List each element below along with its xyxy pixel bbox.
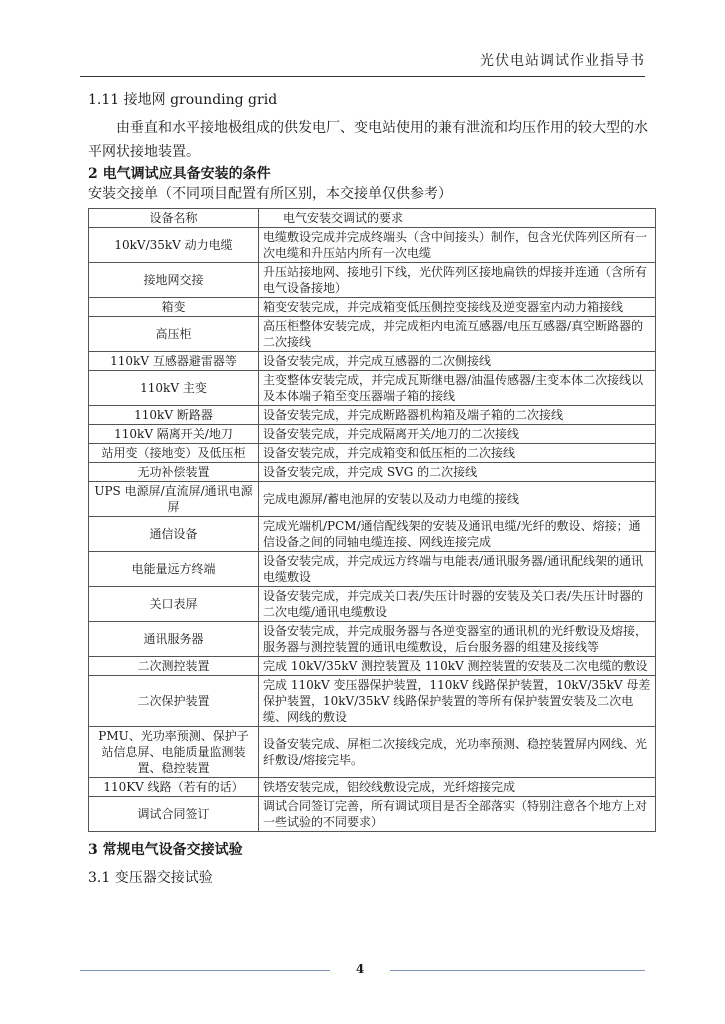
table-row xyxy=(89,352,656,371)
section-3-title: 3 常规电气设备交接试验 xyxy=(88,842,243,858)
requirement-cell: 完成 110kV 变压器保护装置，110kV 线路保护装置，10kV/35kV 母差保护装置，10kV/35kV 线路保护装置的等所有保护装置安装及二次电缆、网线的敷设 xyxy=(259,676,656,727)
equipment-name-cell: 110kV 主变 xyxy=(89,371,259,406)
section-2-subtitle: 安装交接单（不同项目配置有所区别，本交接单仅供参考） xyxy=(88,186,452,202)
requirement-cell: 箱变安装完成，并完成箱变低压侧控变接线及逆变器室内动力箱接线 xyxy=(259,298,656,317)
footer-rule-right xyxy=(390,970,645,971)
equipment-name-cell: UPS 电源屏/直流屏/通讯电源屏 xyxy=(89,482,259,517)
requirement-cell: 高压柜整体安装完成，并完成柜内电流互感器/电压互感器/真空断路器的二次接线 xyxy=(259,317,656,352)
page-header xyxy=(80,50,645,77)
equipment-name-cell: 调试合同签订 xyxy=(89,797,259,832)
requirement-cell: 设备安装完成，并完成互感器的二次侧接线 xyxy=(259,352,656,371)
table-row xyxy=(89,444,656,463)
equipment-name-cell: 二次测控装置 xyxy=(89,657,259,676)
requirement-cell: 完成 10kV/35kV 测控装置及 110kV 测控装置的安装及二次电缆的敷设 xyxy=(259,657,656,676)
equipment-name-cell: 10kV/35kV 动力电缆 xyxy=(89,228,259,263)
requirement-cell: 完成电源屏/蓄电池屏的安装以及动力电缆的接线 xyxy=(259,482,656,517)
table-row xyxy=(89,552,656,587)
header-title: 光伏电站调试作业指导书 xyxy=(480,53,645,69)
equipment-name-cell: 通讯服务器 xyxy=(89,622,259,657)
equipment-name-cell: 箱变 xyxy=(89,298,259,317)
table-row xyxy=(89,517,656,552)
page-number: 4 xyxy=(355,962,365,976)
page-footer xyxy=(80,960,645,980)
table-row xyxy=(89,797,656,832)
requirement-cell: 铁塔安装完成，铝绞线敷设完成，光纤熔接完成 xyxy=(259,778,656,797)
equipment-name-cell: 110KV 线路（若有的话） xyxy=(89,778,259,797)
equipment-name-cell: 关口表屏 xyxy=(89,587,259,622)
table-row xyxy=(89,406,656,425)
requirement-cell: 设备安装完成，并完成隔离开关/地刀的二次接线 xyxy=(259,425,656,444)
equipment-name-cell: PMU、光功率预测、保护子站信息屏、电能质量监测装置、稳控装置 xyxy=(89,727,259,778)
equipment-name-cell: 110kV 隔离开关/地刀 xyxy=(89,425,259,444)
table-header-equipment: 设备名称 xyxy=(89,209,259,228)
requirement-cell: 调试合同签订完善，所有调试项目是否全部落实（特别注意各个地方上对一些试验的不同要求） xyxy=(259,797,656,832)
table-row xyxy=(89,298,656,317)
equipment-name-cell: 高压柜 xyxy=(89,317,259,352)
requirement-cell: 设备安装完成，并完成服务器与各逆变器室的通讯机的光纤敷设及熔接，服务器与测控装置的通讯电缆敷设，后台服务器的组建及接线等 xyxy=(259,622,656,657)
section-2-title: 2 电气调试应具备安装的条件 xyxy=(88,166,271,182)
requirement-cell: 设备安装完成，并完成远方终端与电能表/通讯服务器/通讯配线架的通讯电缆敷设 xyxy=(259,552,656,587)
equipment-name-cell: 110kV 互感器避雷器等 xyxy=(89,352,259,371)
requirement-cell: 主变整体安装完成，并完成瓦斯继电器/油温传感器/主变本体二次接线以及本体端子箱至变压器端子箱的接线 xyxy=(259,371,656,406)
requirement-cell: 设备安装完成，并完成 SVG 的二次接线 xyxy=(259,463,656,482)
page-content xyxy=(88,90,651,888)
equipment-name-cell: 通信设备 xyxy=(89,517,259,552)
requirement-cell: 设备安装完成、屏柜二次接线完成，光功率预测、稳控装置屏内网线、光纤敷设/熔接完毕。 xyxy=(259,727,656,778)
table-row xyxy=(89,778,656,797)
equipment-name-cell: 二次保护装置 xyxy=(89,676,259,727)
table-row xyxy=(89,676,656,727)
requirement-cell: 完成光端机/PCM/通信配线架的安装及通讯电缆/光纤的敷设、熔接；通信设备之间的同轴电缆连接、网线连接完成 xyxy=(259,517,656,552)
requirement-cell: 电缆敷设完成并完成终端头（含中间接头）制作，包含光伏阵列区所有一次电缆和升压站内所有一次电缆 xyxy=(259,228,656,263)
table-row xyxy=(89,727,656,778)
table-header-row xyxy=(89,209,656,228)
table-row xyxy=(89,482,656,517)
footer-rule-left xyxy=(80,970,330,971)
table-row xyxy=(89,587,656,622)
equipment-name-cell: 110kV 断路器 xyxy=(89,406,259,425)
handover-table xyxy=(88,208,656,832)
section-1-11-title: 1.11 接地网 grounding grid xyxy=(88,92,278,108)
table-header-requirements: 电气安装交调试的要求 xyxy=(259,209,656,228)
table-row xyxy=(89,463,656,482)
requirement-cell: 设备安装完成，并完成箱变和低压柜的二次接线 xyxy=(259,444,656,463)
equipment-name-cell: 电能量远方终端 xyxy=(89,552,259,587)
requirement-cell: 设备安装完成，并完成关口表/失压计时器的安装及关口表/失压计时器的二次电缆/通讯电缆敷设 xyxy=(259,587,656,622)
equipment-name-cell: 站用变（接地变）及低压柜 xyxy=(89,444,259,463)
table-row xyxy=(89,657,656,676)
requirement-cell: 设备安装完成，并完成断路器机构箱及端子箱的二次接线 xyxy=(259,406,656,425)
section-3-1-title: 3.1 变压器交接试验 xyxy=(88,870,213,886)
equipment-name-cell: 无功补偿装置 xyxy=(89,463,259,482)
requirement-cell: 升压站接地网、接地引下线，光伏阵列区接地扁铁的焊接并连通（含所有电气设备接地） xyxy=(259,263,656,298)
table-row xyxy=(89,317,656,352)
table-row xyxy=(89,263,656,298)
section-1-11-text: 由垂直和水平接地极组成的供发电厂、变电站使用的兼有泄流和均压作用的较大型的水平网状接地装置。 xyxy=(88,120,648,160)
table-row xyxy=(89,425,656,444)
table-row xyxy=(89,228,656,263)
table-row xyxy=(89,622,656,657)
table-row xyxy=(89,371,656,406)
equipment-name-cell: 接地网交接 xyxy=(89,263,259,298)
